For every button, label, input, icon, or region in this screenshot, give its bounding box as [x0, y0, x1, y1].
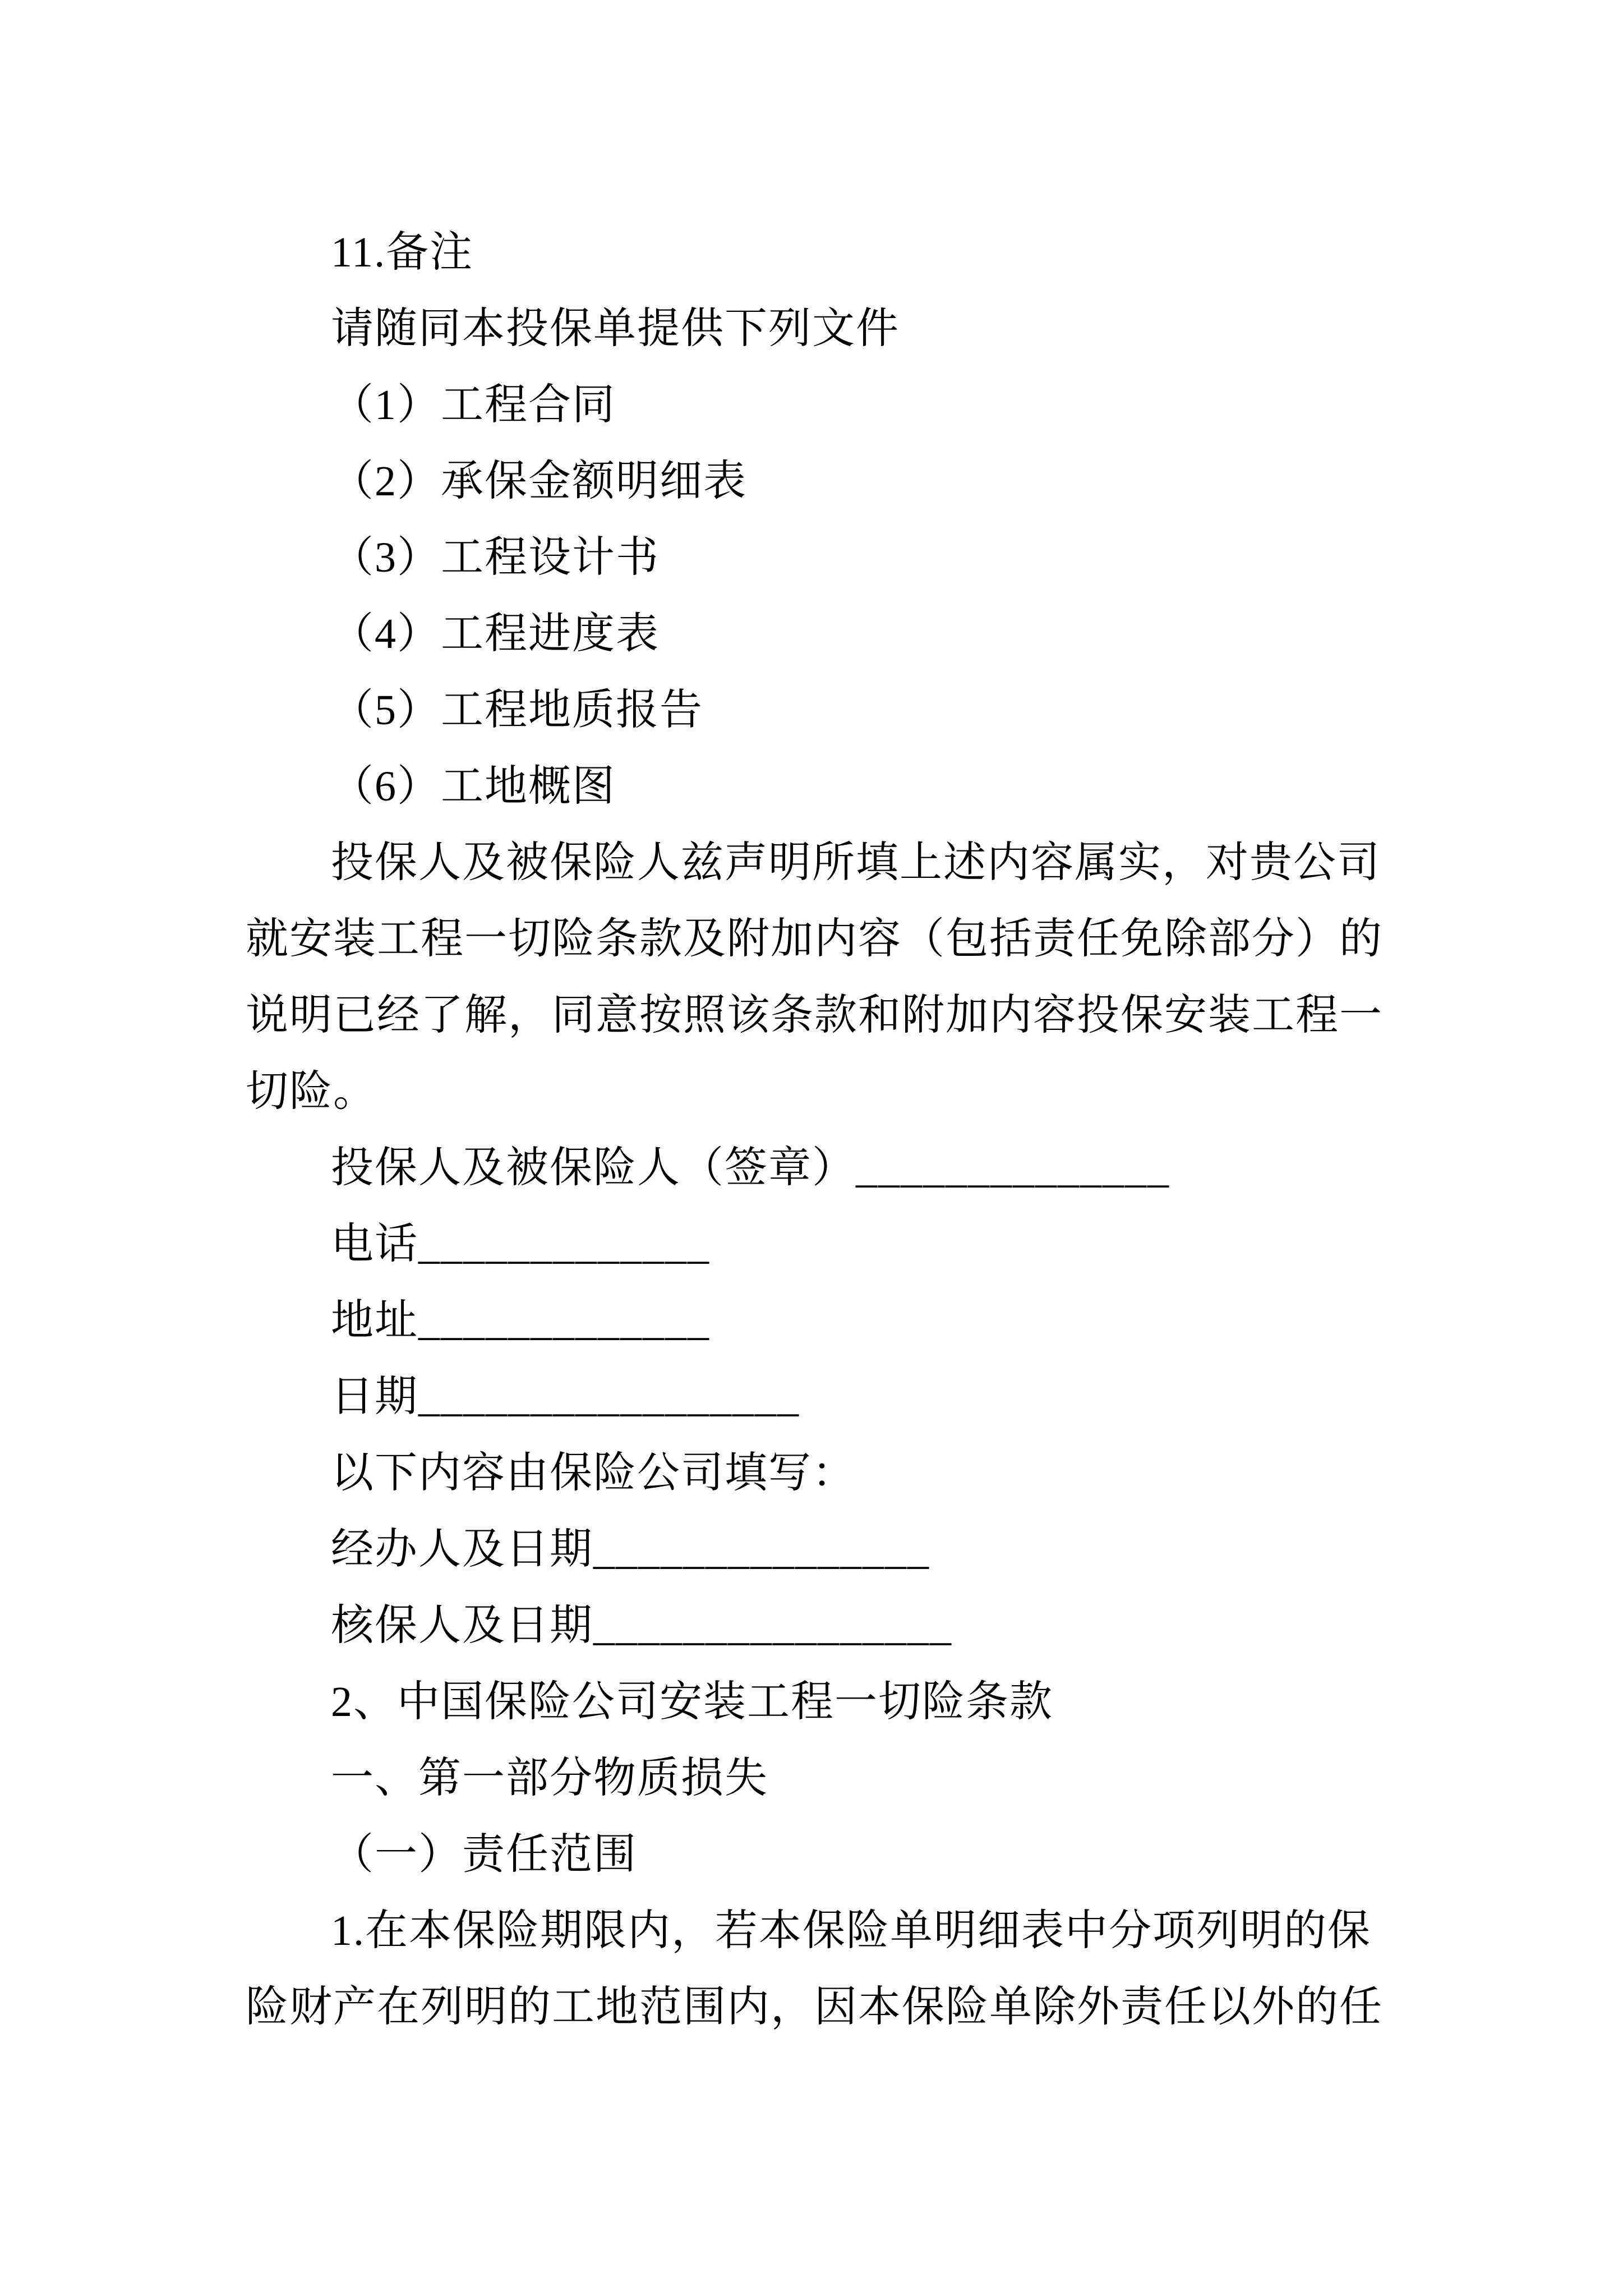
attach-doc-4: （4）工程进度表	[331, 610, 660, 657]
clause-1-line-1: 1.在本保险期限内，若本保险单明细表中分项列明的保	[331, 1907, 1371, 1954]
attach-doc-6: （6）工地概图	[331, 763, 616, 810]
address-line: 地址_____________	[331, 1297, 710, 1344]
attach-doc-2: （2）承保金额明细表	[331, 458, 747, 505]
handler-date-line: 经办人及日期_______________	[331, 1526, 930, 1573]
insurer-fill-intro: 以下内容由保险公司填写：	[331, 1450, 856, 1497]
declaration-line-1: 投保人及被保险人兹声明所填上述内容属实，对贵公司	[331, 839, 1381, 886]
declaration-line-3: 说明已经了解，同意按照该条款和附加内容投保安装工程一	[246, 992, 1383, 1039]
text-block	[246, 214, 1401, 2045]
clause-title: 2、中国保险公司安装工程一切险条款	[331, 1678, 1053, 1726]
phone-line: 电话_____________	[331, 1221, 710, 1268]
attach-doc-5: （5）工程地质报告	[331, 687, 703, 734]
scope-of-cover-title: （一）责任范围	[331, 1831, 637, 1878]
signature-line: 投保人及被保险人（签章）______________	[331, 1144, 1170, 1191]
date-line: 日期_________________	[331, 1373, 800, 1420]
attach-doc-3: （3）工程设计书	[331, 534, 660, 581]
declaration-line-2: 就安装工程一切险条款及附加内容（包括责任免除部分）的	[246, 915, 1383, 963]
declaration-line-4: 切险。	[246, 1068, 377, 1115]
part-one-title: 一、第一部分物质损失	[331, 1755, 768, 1802]
clause-1-line-2: 险财产在列明的工地范围内，因本保险单除外责任以外的任	[246, 1984, 1383, 2031]
underwriter-date-line: 核保人及日期________________	[331, 1602, 952, 1649]
attach-doc-1: （1）工程合同	[331, 381, 616, 429]
attach-docs-intro: 请随同本投保单提供下列文件	[331, 305, 900, 352]
remark-heading: 11.备注	[331, 229, 474, 276]
